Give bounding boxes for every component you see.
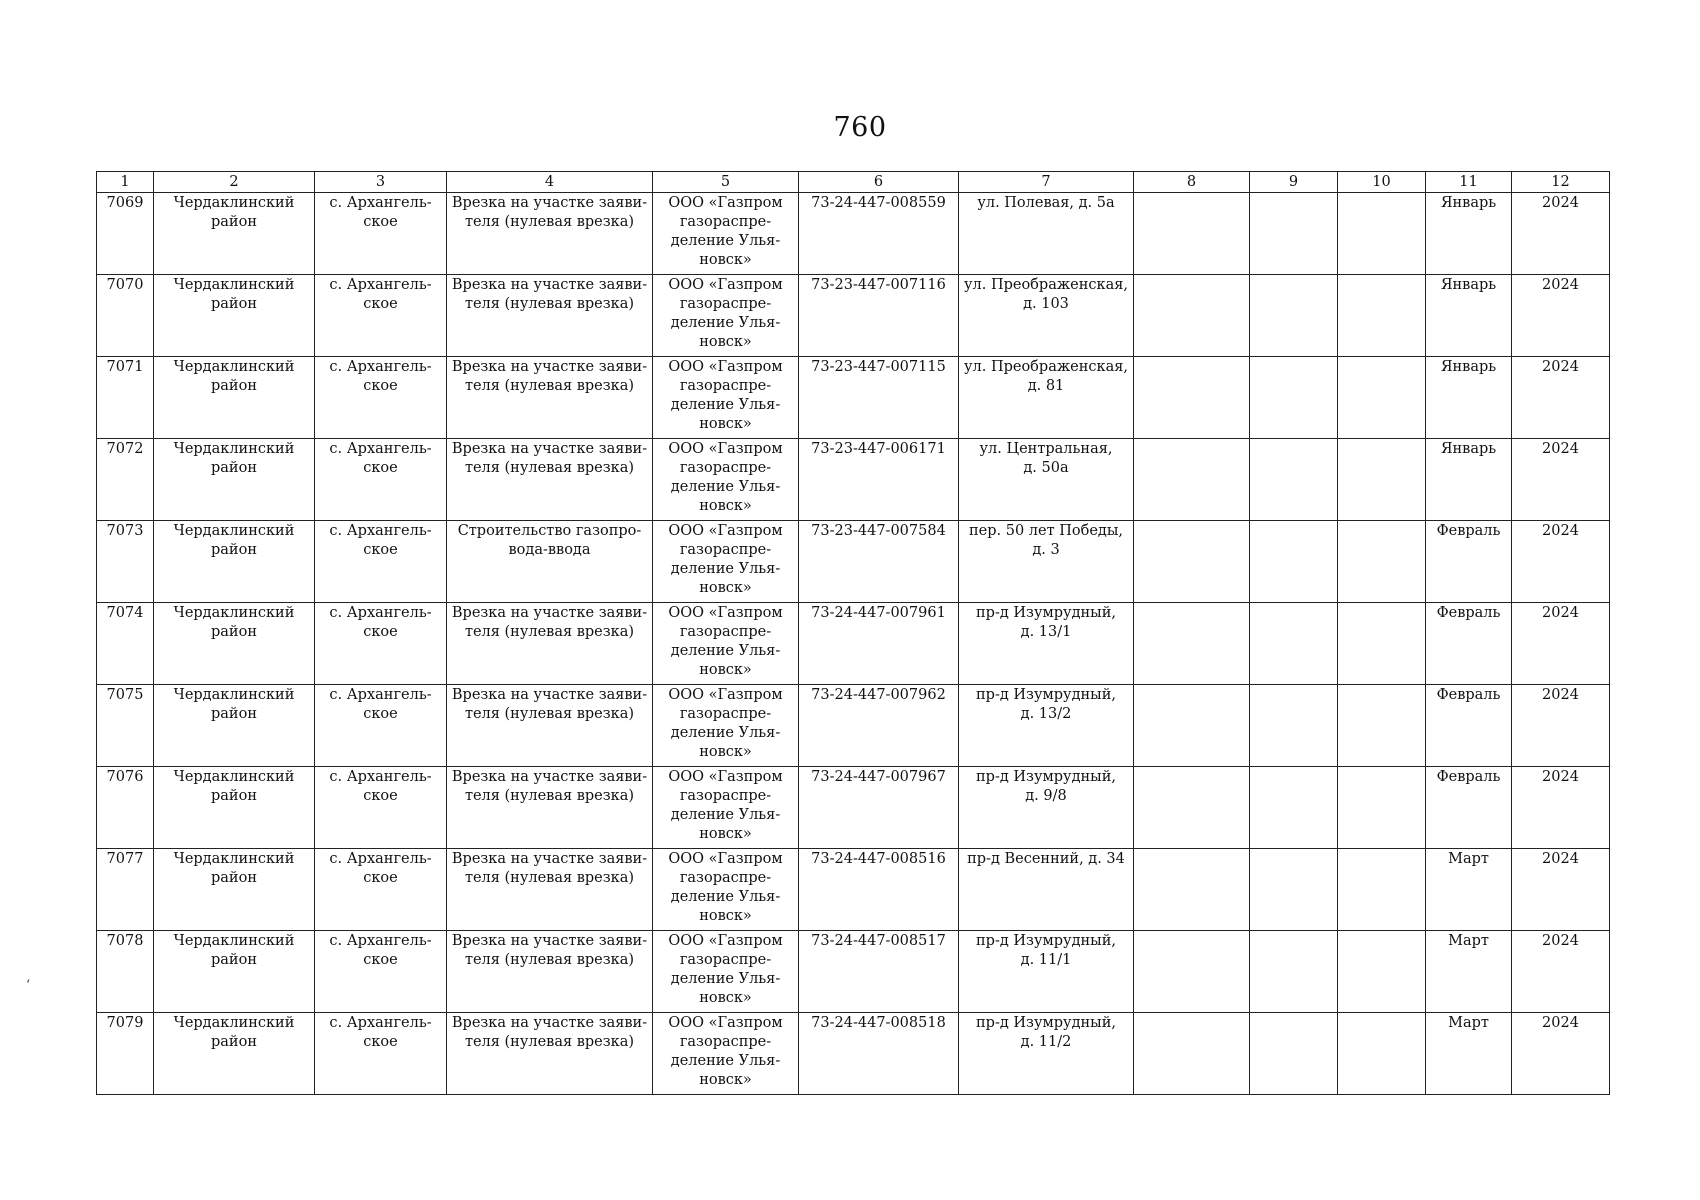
- table-cell-col-5: [653, 521, 799, 603]
- table-cell-col-8: [1134, 439, 1250, 521]
- cell-text: Январь: [1440, 277, 1497, 293]
- cell-text: 7075: [106, 687, 144, 703]
- table-cell-col-5: [653, 767, 799, 849]
- table-cell-col-9: [1250, 685, 1338, 767]
- table-cell-col-4: [447, 521, 653, 603]
- cell-text: с. Архангель- ское: [329, 769, 432, 804]
- cell-text: 73-23-447-007116: [811, 277, 946, 293]
- cell-text: 2024: [1542, 605, 1579, 621]
- table-cell-col-8: [1134, 521, 1250, 603]
- table-cell-col-2: [154, 521, 315, 603]
- table-cell-col-6: [799, 439, 959, 521]
- table-cell-col-1: [97, 849, 154, 931]
- cell-text: ООО «Газпром газораспре- деление Улья- новск»: [668, 687, 783, 760]
- table-cell-col-12: [1512, 521, 1610, 603]
- table-cell-col-10: [1338, 193, 1426, 275]
- table-cell-col-9: [1250, 767, 1338, 849]
- cell-text: Врезка на участке заяви- теля (нулевая врезка): [451, 769, 648, 804]
- table-cell-col-11: [1426, 849, 1512, 931]
- cell-text: с. Архангель- ское: [329, 441, 432, 476]
- table-cell-col-7: [959, 931, 1134, 1013]
- cell-text: 7079: [106, 1015, 144, 1031]
- table-cell-col-6: [799, 521, 959, 603]
- header-row: [97, 172, 1610, 193]
- table-cell-col-9: [1250, 931, 1338, 1013]
- table-cell-col-11: [1426, 685, 1512, 767]
- cell-text: 7073: [106, 523, 144, 539]
- table-cell-col-7: [959, 685, 1134, 767]
- cell-text: Чердаклинский район: [173, 277, 295, 312]
- table-cell-col-10: [1338, 275, 1426, 357]
- cell-text: Чердаклинский район: [173, 687, 295, 722]
- table-cell-col-8: [1134, 931, 1250, 1013]
- table-cell-col-8: [1134, 1013, 1250, 1095]
- table-cell-col-1: [97, 603, 154, 685]
- cell-text: с. Архангель- ское: [329, 195, 432, 230]
- table-cell-col-11: [1426, 357, 1512, 439]
- table-cell-col-12: [1512, 275, 1610, 357]
- cell-text: 7074: [106, 605, 144, 621]
- table-cell-col-4: [447, 685, 653, 767]
- table-cell-col-12: [1512, 193, 1610, 275]
- cell-text: 73-23-447-007584: [811, 523, 946, 539]
- table-row: [97, 1013, 1610, 1095]
- cell-text: пр-д Изумрудный, д. 13/2: [976, 687, 1116, 722]
- table-row: [97, 521, 1610, 603]
- table-row: [97, 439, 1610, 521]
- table-cell-col-3: [315, 521, 447, 603]
- table-cell-col-9: [1250, 521, 1338, 603]
- table-cell-col-2: [154, 439, 315, 521]
- table-cell-col-12: [1512, 931, 1610, 1013]
- table-header: [97, 172, 1610, 193]
- table-row: [97, 357, 1610, 439]
- cell-text: ул. Центральная, д. 50а: [979, 441, 1113, 476]
- cell-text: 2024: [1542, 933, 1579, 949]
- table-cell-col-8: [1134, 603, 1250, 685]
- cell-text: с. Архангель- ское: [329, 605, 432, 640]
- table-cell-col-6: [799, 931, 959, 1013]
- cell-text: Чердаклинский район: [173, 523, 295, 558]
- cell-text: 2024: [1542, 359, 1579, 375]
- table-cell-col-10: [1338, 357, 1426, 439]
- table-cell-col-9: [1250, 357, 1338, 439]
- registry-table: [96, 171, 1610, 1095]
- cell-text: Февраль: [1436, 687, 1501, 703]
- table-cell-col-7: [959, 521, 1134, 603]
- table-cell-col-3: [315, 439, 447, 521]
- cell-text: Врезка на участке заяви- теля (нулевая врезка): [451, 933, 648, 968]
- cell-text: Февраль: [1436, 605, 1501, 621]
- table-cell-col-3: [315, 931, 447, 1013]
- table-cell-col-5: [653, 603, 799, 685]
- cell-text: с. Архангель- ское: [329, 1015, 432, 1050]
- cell-text: 7078: [106, 933, 144, 949]
- cell-text: ООО «Газпром газораспре- деление Улья- новск»: [668, 769, 783, 842]
- table-cell-col-2: [154, 685, 315, 767]
- cell-text: 2024: [1542, 769, 1579, 785]
- table-cell-col-12: [1512, 1013, 1610, 1095]
- cell-text: Строительство газопро- вода-ввода: [457, 523, 642, 558]
- table-cell-col-2: [154, 849, 315, 931]
- table-cell-col-6: [799, 685, 959, 767]
- table-cell-col-5: [653, 931, 799, 1013]
- table-cell-col-10: [1338, 603, 1426, 685]
- cell-text: Январь: [1440, 195, 1497, 211]
- cell-text: 7069: [106, 195, 144, 211]
- table-cell-col-1: [97, 275, 154, 357]
- table-cell-col-5: [653, 849, 799, 931]
- table-row: [97, 603, 1610, 685]
- table-cell-col-6: [799, 357, 959, 439]
- table-cell-col-9: [1250, 1013, 1338, 1095]
- table-cell-col-9: [1250, 193, 1338, 275]
- table-cell-col-6: [799, 767, 959, 849]
- table-cell-col-4: [447, 1013, 653, 1095]
- table-cell-col-2: [154, 193, 315, 275]
- cell-text: Врезка на участке заяви- теля (нулевая врезка): [451, 605, 648, 640]
- cell-text: Врезка на участке заяви- теля (нулевая врезка): [451, 441, 648, 476]
- table-cell-col-4: [447, 931, 653, 1013]
- table-cell-col-9: [1250, 849, 1338, 931]
- table-cell-col-1: [97, 521, 154, 603]
- table-cell-col-5: [653, 685, 799, 767]
- table-cell-col-6: [799, 1013, 959, 1095]
- cell-text: Март: [1448, 933, 1489, 949]
- cell-text: с. Архангель- ское: [329, 851, 432, 886]
- column-header-7: 7: [959, 172, 1134, 193]
- cell-text: Январь: [1440, 359, 1497, 375]
- table-cell-col-10: [1338, 439, 1426, 521]
- column-header-11: 11: [1426, 172, 1512, 193]
- cell-text: с. Архангель- ское: [329, 687, 432, 722]
- cell-text: 73-24-447-008517: [811, 933, 946, 949]
- table-cell-col-10: [1338, 849, 1426, 931]
- table-cell-col-3: [315, 685, 447, 767]
- table-cell-col-9: [1250, 603, 1338, 685]
- table-cell-col-7: [959, 439, 1134, 521]
- table-cell-col-4: [447, 275, 653, 357]
- table-cell-col-7: [959, 357, 1134, 439]
- cell-text: Врезка на участке заяви- теля (нулевая врезка): [451, 277, 648, 312]
- table-row: [97, 849, 1610, 931]
- table-cell-col-1: [97, 357, 154, 439]
- table-cell-col-11: [1426, 521, 1512, 603]
- cell-text: ул. Преображенская, д. 103: [963, 277, 1129, 312]
- cell-text: 2024: [1542, 277, 1579, 293]
- table-cell-col-3: [315, 603, 447, 685]
- table-cell-col-4: [447, 849, 653, 931]
- table-cell-col-11: [1426, 1013, 1512, 1095]
- table-cell-col-4: [447, 357, 653, 439]
- table-cell-col-3: [315, 1013, 447, 1095]
- table-cell-col-11: [1426, 275, 1512, 357]
- table-cell-col-11: [1426, 767, 1512, 849]
- table-cell-col-12: [1512, 357, 1610, 439]
- table-cell-col-1: [97, 193, 154, 275]
- table-cell-col-11: [1426, 193, 1512, 275]
- cell-text: пр-д Изумрудный, д. 13/1: [976, 605, 1116, 640]
- cell-text: 2024: [1542, 523, 1579, 539]
- cell-text: 2024: [1542, 851, 1579, 867]
- table-cell-col-8: [1134, 275, 1250, 357]
- cell-text: Врезка на участке заяви- теля (нулевая врезка): [451, 195, 648, 230]
- table-cell-col-12: [1512, 685, 1610, 767]
- cell-text: ул. Полевая, д. 5а: [977, 195, 1115, 211]
- table-cell-col-11: [1426, 439, 1512, 521]
- cell-text: ООО «Газпром газораспре- деление Улья- новск»: [668, 1015, 783, 1088]
- table-cell-col-7: [959, 275, 1134, 357]
- table-cell-col-1: [97, 1013, 154, 1095]
- cell-text: 73-24-447-008516: [811, 851, 946, 867]
- cell-text: 7070: [106, 277, 144, 293]
- cell-text: Врезка на участке заяви- теля (нулевая врезка): [451, 687, 648, 722]
- column-header-9: 9: [1250, 172, 1338, 193]
- table-cell-col-8: [1134, 193, 1250, 275]
- cell-text: пр-д Весенний, д. 34: [967, 851, 1125, 867]
- column-header-10: 10: [1338, 172, 1426, 193]
- cell-text: ООО «Газпром газораспре- деление Улья- новск»: [668, 851, 783, 924]
- table-cell-col-1: [97, 439, 154, 521]
- table-cell-col-9: [1250, 439, 1338, 521]
- column-header-8: 8: [1134, 172, 1250, 193]
- table-cell-col-12: [1512, 603, 1610, 685]
- table-cell-col-4: [447, 193, 653, 275]
- table-cell-col-7: [959, 1013, 1134, 1095]
- table-cell-col-2: [154, 357, 315, 439]
- cell-text: ООО «Газпром газораспре- деление Улья- новск»: [668, 359, 783, 432]
- table-body: [97, 193, 1610, 1095]
- cell-text: Февраль: [1436, 769, 1501, 785]
- table-row: [97, 767, 1610, 849]
- table-cell-col-8: [1134, 849, 1250, 931]
- cell-text: Чердаклинский район: [173, 359, 295, 394]
- cell-text: 2024: [1542, 1015, 1579, 1031]
- cell-text: с. Архангель- ское: [329, 933, 432, 968]
- cell-text: 7077: [106, 851, 144, 867]
- table-cell-col-6: [799, 275, 959, 357]
- table-cell-col-10: [1338, 1013, 1426, 1095]
- table-cell-col-5: [653, 275, 799, 357]
- table-row: [97, 931, 1610, 1013]
- table-cell-col-5: [653, 1013, 799, 1095]
- scan-artifact-mark: ʻ: [26, 978, 31, 993]
- table-cell-col-3: [315, 767, 447, 849]
- cell-text: 73-24-447-007961: [811, 605, 946, 621]
- cell-text: 7072: [106, 441, 144, 457]
- cell-text: Врезка на участке заяви- теля (нулевая врезка): [451, 851, 648, 886]
- cell-text: 73-24-447-008559: [811, 195, 946, 211]
- cell-text: 73-24-447-007967: [811, 769, 946, 785]
- cell-text: 7071: [106, 359, 144, 375]
- table-cell-col-3: [315, 275, 447, 357]
- cell-text: Февраль: [1436, 523, 1501, 539]
- table-cell-col-5: [653, 357, 799, 439]
- table-cell-col-7: [959, 849, 1134, 931]
- cell-text: пр-д Изумрудный, д. 9/8: [976, 769, 1116, 804]
- column-header-1: 1: [97, 172, 154, 193]
- column-header-5: 5: [653, 172, 799, 193]
- cell-text: Чердаклинский район: [173, 1015, 295, 1050]
- table-cell-col-4: [447, 439, 653, 521]
- cell-text: 7076: [106, 769, 144, 785]
- cell-text: Чердаклинский район: [173, 441, 295, 476]
- table-cell-col-4: [447, 603, 653, 685]
- table-cell-col-2: [154, 767, 315, 849]
- table-cell-col-3: [315, 849, 447, 931]
- table-cell-col-6: [799, 603, 959, 685]
- cell-text: 2024: [1542, 441, 1579, 457]
- column-header-3: 3: [315, 172, 447, 193]
- table-cell-col-2: [154, 931, 315, 1013]
- cell-text: Чердаклинский район: [173, 769, 295, 804]
- column-header-12: 12: [1512, 172, 1610, 193]
- table-cell-col-4: [447, 767, 653, 849]
- cell-text: пер. 50 лет Победы, д. 3: [969, 523, 1123, 558]
- table-cell-col-9: [1250, 275, 1338, 357]
- cell-text: ООО «Газпром газораспре- деление Улья- новск»: [668, 933, 783, 1006]
- table-cell-col-8: [1134, 767, 1250, 849]
- cell-text: 2024: [1542, 687, 1579, 703]
- cell-text: Чердаклинский район: [173, 195, 295, 230]
- cell-text: 73-23-447-006171: [811, 441, 946, 457]
- cell-text: Чердаклинский район: [173, 605, 295, 640]
- table-cell-col-8: [1134, 685, 1250, 767]
- table-cell-col-1: [97, 767, 154, 849]
- table-cell-col-7: [959, 767, 1134, 849]
- table-cell-col-5: [653, 193, 799, 275]
- table-cell-col-12: [1512, 849, 1610, 931]
- cell-text: с. Архангель- ское: [329, 277, 432, 312]
- table-cell-col-2: [154, 1013, 315, 1095]
- cell-text: ООО «Газпром газораспре- деление Улья- новск»: [668, 195, 783, 268]
- table-cell-col-11: [1426, 603, 1512, 685]
- table-cell-col-10: [1338, 521, 1426, 603]
- table-cell-col-8: [1134, 357, 1250, 439]
- cell-text: ООО «Газпром газораспре- деление Улья- новск»: [668, 277, 783, 350]
- cell-text: 73-23-447-007115: [811, 359, 946, 375]
- cell-text: Январь: [1440, 441, 1497, 457]
- cell-text: ул. Преображенская, д. 81: [963, 359, 1129, 394]
- column-header-2: 2: [154, 172, 315, 193]
- table-cell-col-10: [1338, 931, 1426, 1013]
- table-cell-col-7: [959, 603, 1134, 685]
- table-cell-col-2: [154, 603, 315, 685]
- cell-text: ООО «Газпром газораспре- деление Улья- новск»: [668, 441, 783, 514]
- cell-text: с. Архангель- ское: [329, 523, 432, 558]
- table-cell-col-10: [1338, 685, 1426, 767]
- table-cell-col-12: [1512, 767, 1610, 849]
- table-cell-col-12: [1512, 439, 1610, 521]
- column-header-4: 4: [447, 172, 653, 193]
- table-cell-col-1: [97, 931, 154, 1013]
- cell-text: 73-24-447-007962: [811, 687, 946, 703]
- column-header-6: 6: [799, 172, 959, 193]
- page-number: 760: [833, 112, 887, 143]
- table-row: [97, 193, 1610, 275]
- cell-text: пр-д Изумрудный, д. 11/1: [976, 933, 1116, 968]
- cell-text: Врезка на участке заяви- теля (нулевая врезка): [451, 1015, 648, 1050]
- cell-text: ООО «Газпром газораспре- деление Улья- новск»: [668, 523, 783, 596]
- cell-text: 2024: [1542, 195, 1579, 211]
- table-cell-col-10: [1338, 767, 1426, 849]
- cell-text: Чердаклинский район: [173, 851, 295, 886]
- table-cell-col-5: [653, 439, 799, 521]
- cell-text: пр-д Изумрудный, д. 11/2: [976, 1015, 1116, 1050]
- cell-text: Врезка на участке заяви- теля (нулевая врезка): [451, 359, 648, 394]
- cell-text: с. Архангель- ское: [329, 359, 432, 394]
- table-row: [97, 685, 1610, 767]
- table-cell-col-6: [799, 849, 959, 931]
- table-cell-col-11: [1426, 931, 1512, 1013]
- table-cell-col-3: [315, 193, 447, 275]
- cell-text: ООО «Газпром газораспре- деление Улья- новск»: [668, 605, 783, 678]
- cell-text: Март: [1448, 851, 1489, 867]
- cell-text: 73-24-447-008518: [811, 1015, 946, 1031]
- table-cell-col-3: [315, 357, 447, 439]
- table-cell-col-6: [799, 193, 959, 275]
- table-cell-col-1: [97, 685, 154, 767]
- table-row: [97, 275, 1610, 357]
- cell-text: Чердаклинский район: [173, 933, 295, 968]
- cell-text: Март: [1448, 1015, 1489, 1031]
- table-cell-col-7: [959, 193, 1134, 275]
- table-cell-col-2: [154, 275, 315, 357]
